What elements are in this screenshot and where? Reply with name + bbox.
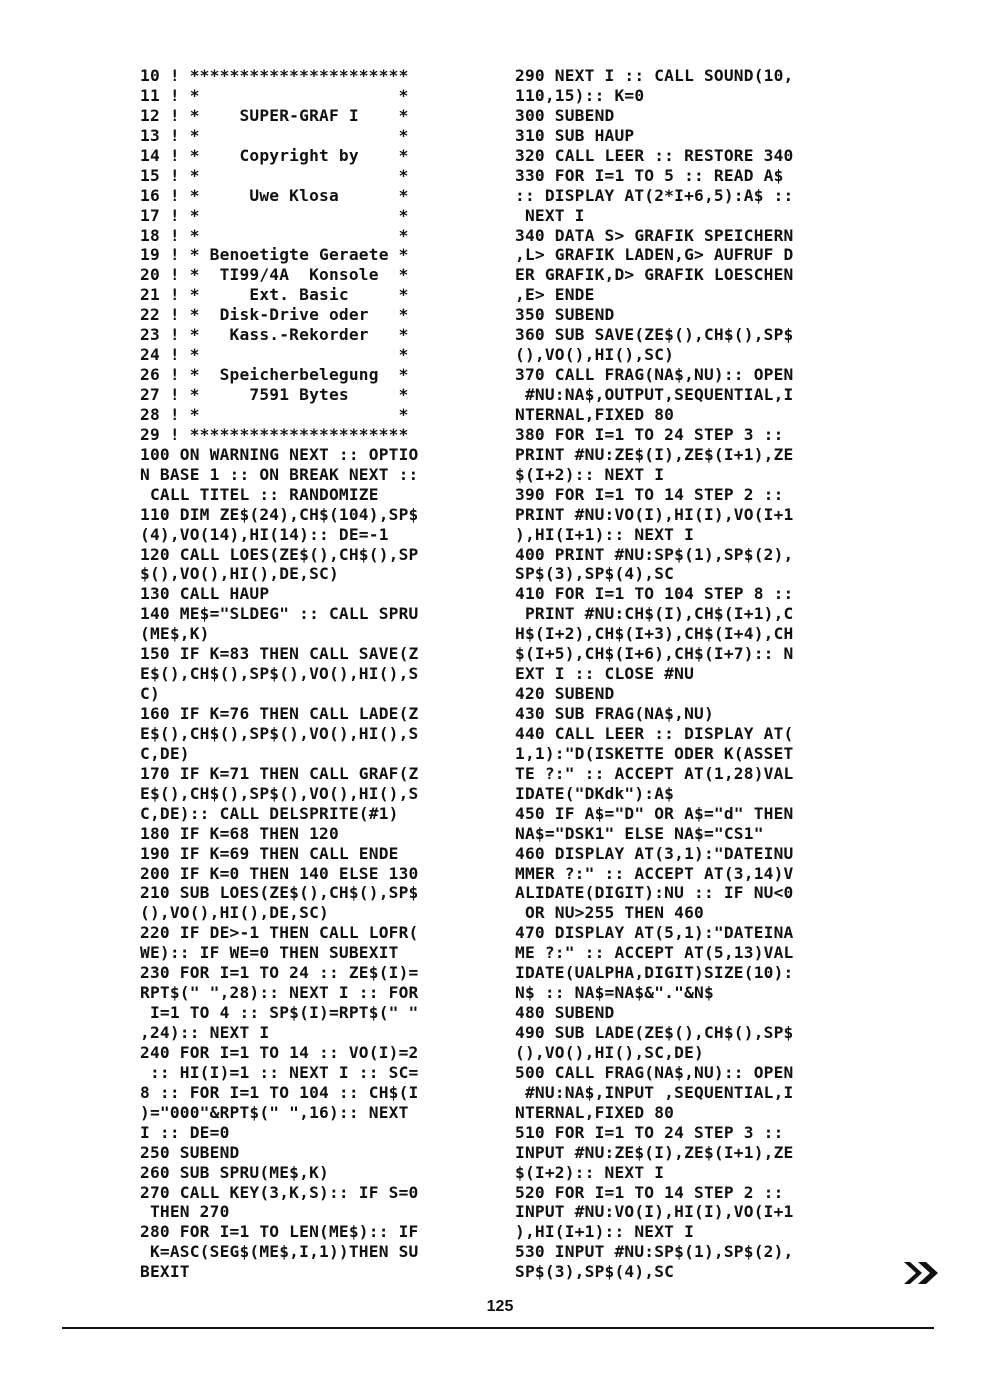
code-line: SP$(3),SP$(4),SC <box>515 1262 675 1282</box>
code-line: 350 SUBEND <box>515 305 615 325</box>
code-line: (ME$,K) <box>140 624 210 644</box>
code-line: 330 FOR I=1 TO 5 :: READ A$ <box>515 165 784 185</box>
code-line: EXT I :: CLOSE #NU <box>515 664 695 684</box>
code-line: 150 IF K=83 THEN CALL SAVE(Z <box>140 644 419 664</box>
code-line: 210 SUB LOES(ZE$(),CH$(),SP$ <box>140 883 419 903</box>
code-line: 340 DATA S> GRAFIK SPEICHERN <box>515 225 794 245</box>
code-line: $(I+2):: NEXT I <box>515 1162 665 1182</box>
code-line: N BASE 1 :: ON BREAK NEXT :: <box>140 464 419 484</box>
code-line: 200 IF K=0 THEN 140 ELSE 130 <box>140 863 419 883</box>
code-line: 290 NEXT I :: CALL SOUND(10, <box>515 66 794 85</box>
code-line: 410 FOR I=1 TO 104 STEP 8 :: <box>515 584 794 604</box>
code-line: OR NU>255 THEN 460 <box>515 903 704 923</box>
code-line: $(),VO(),HI(),DE,SC) <box>140 564 339 584</box>
code-line: :: DISPLAY AT(2*I+6,5):A$ :: <box>515 185 794 205</box>
code-line: 8 :: FOR I=1 TO 104 :: CH$(I <box>140 1082 419 1102</box>
code-line: 24 ! * * <box>140 345 409 365</box>
code-line: 29 ! ********************** <box>140 424 409 444</box>
code-line: E$(),CH$(),SP$(),VO(),HI(),S <box>140 664 419 684</box>
code-line: 190 IF K=69 THEN CALL ENDE <box>140 843 399 863</box>
code-line: TE ?:" :: ACCEPT AT(1,28)VAL <box>515 763 794 783</box>
code-line: 250 SUBEND <box>140 1142 240 1162</box>
code-line: ,E> ENDE <box>515 285 595 305</box>
code-line: K=ASC(SEG$(ME$,I,1))THEN SU <box>140 1242 419 1262</box>
code-line: 260 SUB SPRU(ME$,K) <box>140 1162 329 1182</box>
code-line: 14 ! * Copyright by * <box>140 145 409 165</box>
code-line: 170 IF K=71 THEN CALL GRAF(Z <box>140 763 419 783</box>
code-line: 510 FOR I=1 TO 24 STEP 3 :: <box>515 1122 784 1142</box>
code-line: BEXIT <box>140 1262 190 1282</box>
code-line: NA$="DSK1" ELSE NA$="CS1" <box>515 823 764 843</box>
code-line: C) <box>140 684 160 704</box>
code-line: (),VO(),HI(),SC,DE) <box>515 1042 704 1062</box>
code-line: 13 ! * * <box>140 125 409 145</box>
code-line: 160 IF K=76 THEN CALL LADE(Z <box>140 704 419 723</box>
code-line: 430 SUB FRAG(NA$,NU) <box>515 704 714 723</box>
code-line: 21 ! * Ext. Basic * <box>140 285 409 305</box>
code-line: N$ :: NA$=NA$&"."&N$ <box>515 983 714 1003</box>
code-line: 140 ME$="SLDEG" :: CALL SPRU <box>140 604 419 624</box>
code-line: 10 ! ********************** <box>140 66 409 85</box>
code-line: ),HI(I+1):: NEXT I <box>515 524 695 544</box>
code-line: 380 FOR I=1 TO 24 STEP 3 :: <box>515 424 784 444</box>
code-line: THEN 270 <box>140 1202 230 1222</box>
code-line: $(I+2):: NEXT I <box>515 464 665 484</box>
code-line: 400 PRINT #NU:SP$(1),SP$(2), <box>515 544 794 564</box>
code-line: 1,1):"D(ISKETTE ODER K(ASSET <box>515 743 794 763</box>
code-line: NTERNAL,FIXED 80 <box>515 404 675 424</box>
code-line: 180 IF K=68 THEN 120 <box>140 823 339 843</box>
code-line: 450 IF A$="D" OR A$="d" THEN <box>515 803 794 823</box>
code-line: 470 DISPLAY AT(5,1):"DATEINA <box>515 923 794 943</box>
code-line: 18 ! * * <box>140 225 409 245</box>
code-line: 23 ! * Kass.-Rekorder * <box>140 325 409 345</box>
code-line: 240 FOR I=1 TO 14 :: VO(I)=2 <box>140 1042 419 1062</box>
code-line: H$(I+2),CH$(I+3),CH$(I+4),CH <box>515 624 794 644</box>
code-line: 28 ! * * <box>140 404 409 424</box>
code-line: 420 SUBEND <box>515 684 615 704</box>
code-line: #NU:NA$,INPUT ,SEQUENTIAL,I <box>515 1082 794 1102</box>
code-line: 100 ON WARNING NEXT :: OPTIO <box>140 444 419 464</box>
code-line: 530 INPUT #NU:SP$(1),SP$(2), <box>515 1242 794 1262</box>
code-column-right <box>515 66 865 1282</box>
code-line: 370 CALL FRAG(NA$,NU):: OPEN <box>515 365 794 385</box>
code-line: 120 CALL LOES(ZE$(),CH$(),SP <box>140 544 419 564</box>
code-line: ),HI(I+1):: NEXT I <box>515 1222 695 1242</box>
code-line: (),VO(),HI(),SC) <box>515 345 675 365</box>
code-line: MMER ?:" :: ACCEPT AT(3,14)V <box>515 863 794 883</box>
code-line: ALIDATE(DIGIT):NU :: IF NU<0 <box>515 883 794 903</box>
code-line: 520 FOR I=1 TO 14 STEP 2 :: <box>515 1182 784 1202</box>
code-line: ,24):: NEXT I <box>140 1023 270 1042</box>
code-line: 16 ! * Uwe Klosa * <box>140 185 409 205</box>
code-line: 26 ! * Speicherbelegung * <box>140 365 409 385</box>
code-line: (4),VO(14),HI(14):: DE=-1 <box>140 524 389 544</box>
code-line: 360 SUB SAVE(ZE$(),CH$(),SP$ <box>515 325 794 345</box>
code-line: PRINT #NU:VO(I),HI(I),VO(I+1 <box>515 504 794 524</box>
page-number: 125 <box>486 1298 514 1315</box>
continue-arrow-icon <box>902 1258 942 1288</box>
code-line: 220 IF DE>-1 THEN CALL LOFR( <box>140 923 419 943</box>
code-line: ER GRAFIK,D> GRAFIK LOESCHEN <box>515 265 794 285</box>
code-line: 500 CALL FRAG(NA$,NU):: OPEN <box>515 1062 794 1082</box>
code-line: 130 CALL HAUP <box>140 584 270 604</box>
code-line: 17 ! * * <box>140 205 409 225</box>
code-line: 110 DIM ZE$(24),CH$(104),SP$ <box>140 504 419 524</box>
code-line: PRINT #NU:ZE$(I),ZE$(I+1),ZE <box>515 444 794 464</box>
code-line: 270 CALL KEY(3,K,S):: IF S=0 <box>140 1182 419 1202</box>
code-line: IDATE("DKdk"):A$ <box>515 783 675 803</box>
code-line: 19 ! * Benoetigte Geraete * <box>140 245 409 265</box>
code-line: 310 SUB HAUP <box>515 125 635 145</box>
code-line: NTERNAL,FIXED 80 <box>515 1102 675 1122</box>
code-line: NEXT I <box>515 205 585 225</box>
code-line: I=1 TO 4 :: SP$(I)=RPT$(" " <box>140 1003 419 1023</box>
code-line: INPUT #NU:ZE$(I),ZE$(I+1),ZE <box>515 1142 794 1162</box>
code-line: 22 ! * Disk-Drive oder * <box>140 305 409 325</box>
code-line: I :: DE=0 <box>140 1122 230 1142</box>
code-line: 440 CALL LEER :: DISPLAY AT( <box>515 723 794 743</box>
code-line: 15 ! * * <box>140 165 409 185</box>
code-line: ,L> GRAFIK LADEN,G> AUFRUF D <box>515 245 794 265</box>
code-line: 480 SUBEND <box>515 1003 615 1023</box>
code-line: IDATE(UALPHA,DIGIT)SIZE(10): <box>515 963 794 983</box>
code-line: :: HI(I)=1 :: NEXT I :: SC= <box>140 1062 419 1082</box>
code-line: ME ?:" :: ACCEPT AT(5,13)VAL <box>515 943 794 963</box>
code-line: 280 FOR I=1 TO LEN(ME$):: IF <box>140 1222 419 1242</box>
code-line: 230 FOR I=1 TO 24 :: ZE$(I)= <box>140 963 419 983</box>
code-line: $(I+5),CH$(I+6),CH$(I+7):: N <box>515 644 794 664</box>
code-column-left <box>140 66 485 1282</box>
code-line: PRINT #NU:CH$(I),CH$(I+1),C <box>515 604 794 624</box>
code-line: 390 FOR I=1 TO 14 STEP 2 :: <box>515 484 784 504</box>
code-line: 11 ! * * <box>140 85 409 105</box>
code-line: 110,15):: K=0 <box>515 85 645 105</box>
code-line: 20 ! * TI99/4A Konsole * <box>140 265 409 285</box>
code-line: C,DE):: CALL DELSPRITE(#1) <box>140 803 399 823</box>
footer-rule <box>62 1327 934 1329</box>
code-line: INPUT #NU:VO(I),HI(I),VO(I+1 <box>515 1202 794 1222</box>
code-line: WE):: IF WE=0 THEN SUBEXIT <box>140 943 399 963</box>
code-line: 27 ! * 7591 Bytes * <box>140 385 409 404</box>
code-line: E$(),CH$(),SP$(),VO(),HI(),S <box>140 783 419 803</box>
code-line: 460 DISPLAY AT(3,1):"DATEINU <box>515 843 794 863</box>
code-line: )="000"&RPT$(" ",16):: NEXT <box>140 1102 409 1122</box>
code-line: SP$(3),SP$(4),SC <box>515 564 675 584</box>
code-line: #NU:NA$,OUTPUT,SEQUENTIAL,I <box>515 385 794 404</box>
code-line: RPT$(" ",28):: NEXT I :: FOR <box>140 983 419 1003</box>
code-line: 490 SUB LADE(ZE$(),CH$(),SP$ <box>515 1023 794 1042</box>
code-line: 300 SUBEND <box>515 105 615 125</box>
code-line: E$(),CH$(),SP$(),VO(),HI(),S <box>140 723 419 743</box>
code-line: 12 ! * SUPER-GRAF I * <box>140 105 409 125</box>
code-line: CALL TITEL :: RANDOMIZE <box>140 484 379 504</box>
code-line: (),VO(),HI(),DE,SC) <box>140 903 329 923</box>
code-line: C,DE) <box>140 743 190 763</box>
code-line: 320 CALL LEER :: RESTORE 340 <box>515 145 794 165</box>
